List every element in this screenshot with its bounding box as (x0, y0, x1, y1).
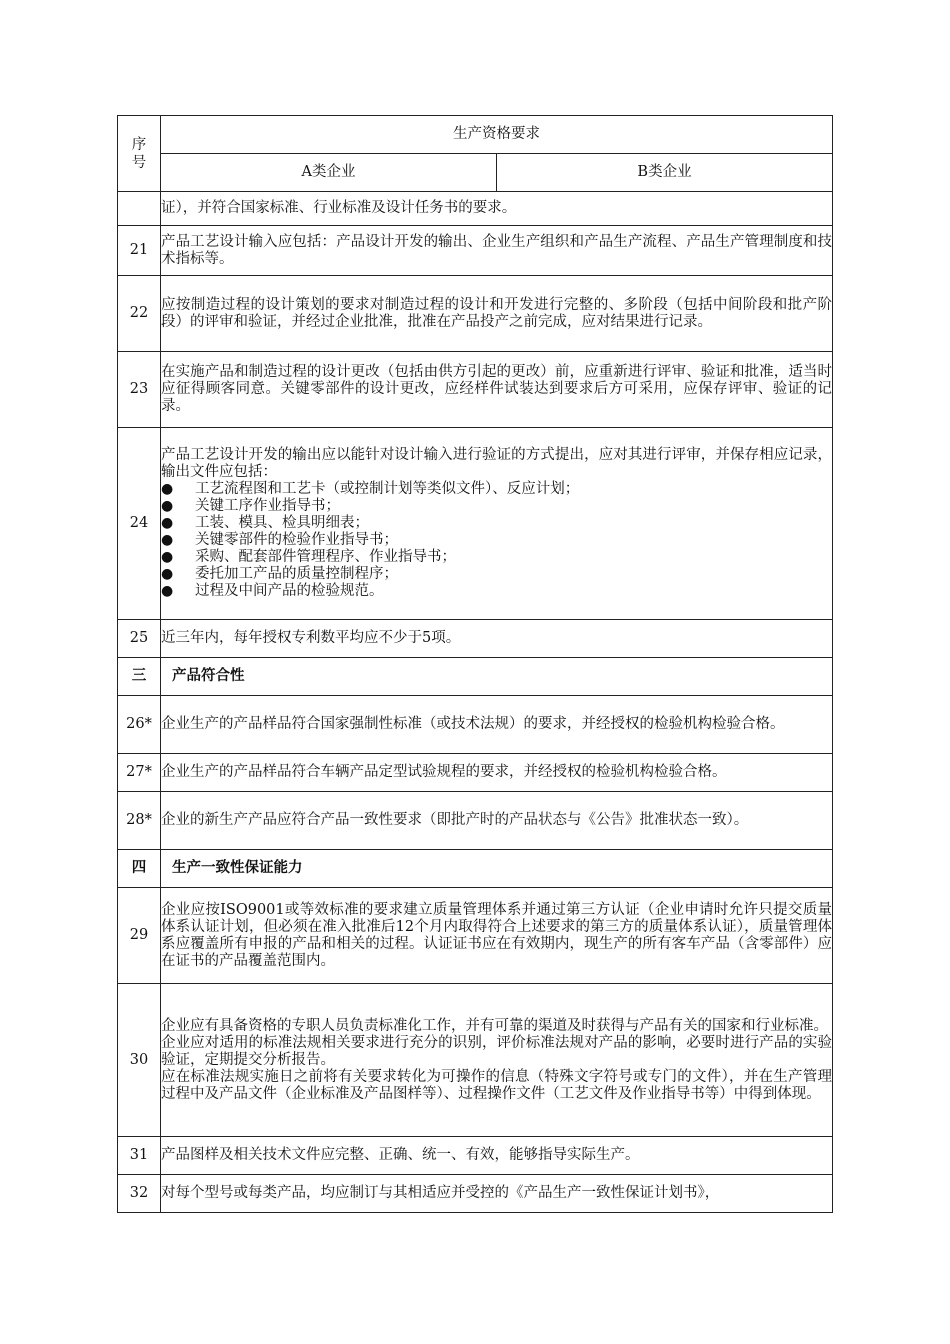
requirement-paragraph: 企业的新生产产品应符合产品一致性要求（即批产时的产品状态与《公告》批准状态一致）。 (161, 812, 749, 828)
row-number: 23 (118, 352, 161, 428)
requirement-text (161, 1175, 833, 1213)
table-row (118, 1175, 833, 1213)
requirement-text (161, 696, 833, 754)
list-item (161, 515, 832, 532)
requirement-text (161, 226, 833, 276)
list-item-text: 关键工序作业指导书； (195, 498, 340, 514)
requirement-paragraph: 企业生产的产品样品符合国家强制性标准（或技术法规）的要求，并经授权的检验机构检验合格。 (161, 716, 785, 732)
row-number: 22 (118, 276, 161, 352)
requirement-paragraph: 企业应有具备资格的专职人员负责标准化工作，并有可靠的渠道及时获得与产品有关的国家和行业标准。 (161, 1017, 828, 1034)
bullet-icon: ● (161, 515, 174, 531)
requirement-paragraph: 企业生产的产品样品符合车辆产品定型试验规程的要求，并经授权的检验机构检验合格。 (161, 764, 727, 780)
list-item (161, 566, 832, 583)
section-title: 产品符合性 (161, 658, 833, 696)
row-number: 26* (118, 696, 161, 754)
row-number: 30 (118, 984, 161, 1137)
section-row (118, 850, 833, 888)
table-row (118, 754, 833, 792)
table-row (118, 696, 833, 754)
section-row (118, 658, 833, 696)
column-a-header: A类企业 (161, 154, 497, 192)
table-row (118, 1137, 833, 1175)
list-item (161, 549, 832, 566)
requirement-text (161, 888, 833, 984)
requirement-text (161, 276, 833, 352)
bullet-icon: ● (161, 566, 174, 582)
list-item (161, 532, 832, 549)
list-item-text: 采购、配套部件管理程序、作业指导书； (195, 549, 456, 565)
row-number: 32 (118, 1175, 161, 1213)
requirement-paragraph: 产品工艺设计输入应包括：产品设计开发的输出、企业生产组织和产品生产流程、产品生产管理制度和技术指标等。 (161, 233, 832, 267)
requirement-paragraph: 对每个型号或每类产品，均应制订与其相适应并受控的《产品生产一致性保证计划书》， (161, 1185, 720, 1201)
row-number (118, 192, 161, 226)
row-number: 25 (118, 620, 161, 658)
requirement-paragraph: 在实施产品和制造过程的设计更改（包括由供方引起的更改）前，应重新进行评审、验证和批准，适当时应征得顾客同意。关键零部件的设计更改，应经样件试装达到要求后方可采用，应保存评审、验证的记录。 (161, 364, 832, 414)
table-row (118, 352, 833, 428)
requirements-table (117, 115, 833, 1213)
list-item-text: 委托加工产品的质量控制程序； (195, 566, 398, 582)
table-row (118, 226, 833, 276)
row-number: 24 (118, 428, 161, 620)
row-number: 三 (118, 658, 161, 696)
requirement-text (161, 792, 833, 850)
row-number: 21 (118, 226, 161, 276)
table-row (118, 888, 833, 984)
list-item (161, 583, 832, 600)
list-item-text: 关键零部件的检验作业指导书； (195, 532, 398, 548)
seq-header (118, 116, 161, 192)
list-item (161, 481, 832, 498)
requirement-text (161, 428, 833, 620)
table-title: 生产资格要求 (161, 116, 833, 154)
requirement-text (161, 1137, 833, 1175)
bullet-icon: ● (161, 583, 174, 599)
requirement-paragraph: 近三年内，每年授权专利数平均应不少于5项。 (161, 630, 461, 646)
table-row (118, 620, 833, 658)
row-number: 31 (118, 1137, 161, 1175)
requirement-paragraph: 企业应对适用的标准法规相关要求进行充分的识别，评价标准法规对产品的影响，必要时进行产品的实验验证，定期提交分析报告。 (161, 1034, 832, 1068)
requirement-paragraph: 证），并符合国家标准、行业标准及设计任务书的要求。 (161, 200, 517, 216)
section-title: 生产一致性保证能力 (161, 850, 833, 888)
requirement-paragraph: 应在标准法规实施日之前将有关要求转化为可操作的信息（特殊文字符号或专门的文件），并在生产管理过程中及产品文件（企业标准及产品图样等）、过程操作文件（工艺文件及作业指导书等）中得到体现。 (161, 1068, 832, 1102)
requirement-paragraph: 产品工艺设计开发的输出应以能针对设计输入进行验证的方式提出，应对其进行评审，并保存相应记录，输出文件应包括： (161, 447, 832, 480)
list-item-text: 工装、模具、检具明细表； (195, 515, 369, 531)
row-number: 29 (118, 888, 161, 984)
row-number: 四 (118, 850, 161, 888)
requirement-text (161, 754, 833, 792)
table-row (118, 792, 833, 850)
bullet-icon: ● (161, 549, 174, 565)
bullet-icon: ● (161, 532, 174, 548)
bullet-icon: ● (161, 481, 174, 497)
requirement-text (161, 620, 833, 658)
bullet-list (161, 481, 832, 600)
column-b-header: B类企业 (497, 154, 833, 192)
list-item (161, 498, 832, 515)
table-row (118, 192, 833, 226)
table-row (118, 984, 833, 1137)
row-number: 28* (118, 792, 161, 850)
requirement-text (161, 192, 833, 226)
list-item-text: 过程及中间产品的检验规范。 (195, 583, 384, 599)
seq-header-label: 序号 (131, 136, 147, 171)
requirement-paragraph: 应按制造过程的设计策划的要求对制造过程的设计和开发进行完整的、多阶段（包括中间阶段和批产阶段）的评审和验证，并经过企业批准，批准在产品投产之前完成，应对结果进行记录。 (161, 296, 832, 330)
table-row (118, 428, 833, 620)
requirement-paragraph: 产品图样及相关技术文件应完整、正确、统一、有效，能够指导实际生产。 (161, 1147, 640, 1163)
requirement-text (161, 984, 833, 1137)
list-item-text: 工艺流程图和工艺卡（或控制计划等类似文件）、反应计划； (195, 481, 580, 497)
requirement-text (161, 352, 833, 428)
bullet-icon: ● (161, 498, 174, 514)
requirement-paragraph: 企业应按ISO9001或等效标准的要求建立质量管理体系并通过第三方认证（企业申请时允许只提交质量体系认证计划，但必须在准入批准后12个月内取得符合上述要求的第三方的质量体系认证），质量管理体系应覆盖所有申报的产品和相关的过程。认证证书应在有效期内，现生产的所有客车产品（含零部件）应在证书的产品覆盖范围内。 (161, 901, 832, 969)
row-number: 27* (118, 754, 161, 792)
table-row (118, 276, 833, 352)
